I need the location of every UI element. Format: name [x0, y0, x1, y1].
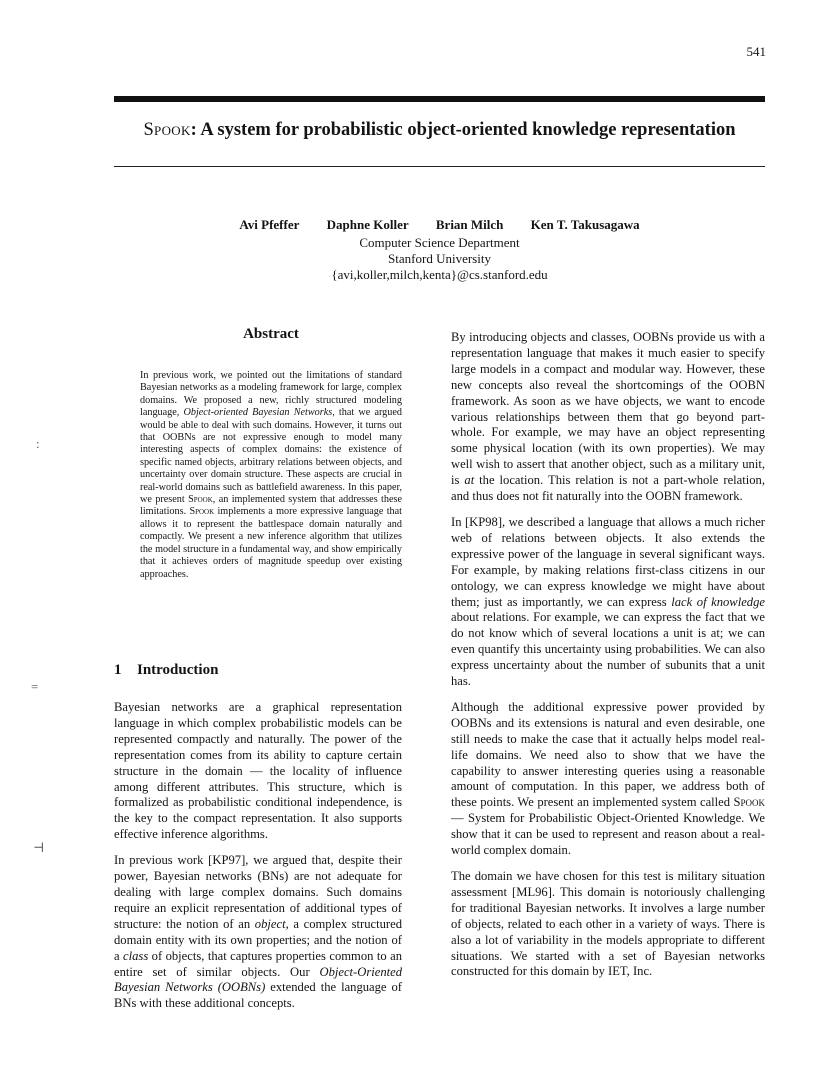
- margin-mark: :: [36, 436, 40, 451]
- paragraph: By introducing objects and classes, OOBNs provide us with a representation language that makes it much easier to specify large models in a compact and modular way. However, these new concepts also reveal the shortcomings of the OOBN framework. As soon as we have objects, we want to encode various relationships between them that go beyond part-whole. For example, we may have an object representing some physical location (with its own properties). We may well wish to assert that another object, such as a military unit, is at the location. This relation is not a part-whole relation, and thus does not fit naturally into the OOBN framework.: [451, 330, 765, 504]
- page-number: 541: [746, 44, 766, 59]
- paragraph: The domain we have chosen for this test is military situation assessment [ML96]. This domain is notoriously challenging for traditional Bayesian networks. It involves a large number of objects, related to each other in a variety of ways. There is also a lot of variability in the models appropriate to different situations. We started with a set of Bayesian networks constructed for this domain by IET, Inc.: [451, 869, 765, 979]
- title-rule-top: [114, 96, 765, 102]
- paper-title: [114, 120, 765, 141]
- section-heading-introduction: [114, 662, 218, 679]
- affiliation-email: {avi,koller,milch,kenta}@cs.stanford.edu: [331, 267, 548, 282]
- paragraph: Bayesian networks are a graphical representation language in which complex probabilistic models can be represented compactly and naturally. The power of the representation comes from its ability to capture certain structure in the domain — the locality of influence among different attributes. This structure, which is formalized as probabilistic conditional independence, is the key to the compact representation. It also supports effective inference algorithms.: [114, 700, 402, 842]
- paragraph: In previous work [KP97], we argued that, despite their power, Bayesian networks (BNs) are not adequate for dealing with large complex domains. Such domains require an explicit representation of additional types of structure: the notion of an object, a complex structured domain entity with its own properties; and the notion of a class of objects, that captures properties common to an entire set of similar objects. Our Object-Oriented Bayesian Networks (OOBNs) extended the language of BNs with these additional concepts.: [114, 853, 403, 1011]
- margin-mark: =: [31, 679, 39, 694]
- affiliation-department: Computer Science Department: [359, 235, 520, 250]
- section-number: 1: [114, 662, 122, 678]
- paragraph: Although the additional expressive power provided by OOBNs and its extensions is natural and even desirable, one still needs to make the case that it actually helps model real-life domains. We need also to show that we have the capability to answer interesting queries using a reasonable amount of computation. In this paper, we address both of these points. We present an implemented system called Spook — System for Probabilistic Object-Oriented Knowledge. We show that it can be used to represent and reason about a real-world complex domain.: [451, 699, 765, 858]
- author-name: Avi Pfeffer: [239, 217, 300, 232]
- title-system-name: Spook: [143, 120, 191, 140]
- margin-mark: ⊣: [33, 840, 45, 855]
- author-name: Ken T. Takusagawa: [530, 217, 640, 232]
- left-column: [114, 700, 402, 1022]
- author-name: Brian Milch: [435, 217, 504, 232]
- title-text: : A system for probabilistic object-oriented knowledge representation: [190, 120, 736, 140]
- abstract-body: In previous work, we pointed out the limitations of standard Bayesian networks as a modeling framework for large, complex domains. We proposed a new, richly structured modeling language, Object-oriented Bayesian Networks, that we argued would be able to deal with such domains. However, it turns out that OOBNs are not expressive enough to model many interesting aspects of complex domains: the existence of specific named objects, arbitrary relations between objects, and uncertainty over domain structure. These aspects are crucial in real-world domains such as battlefield awareness. In this paper, we present Spook, an implemented system that addresses these limitations. Spook implements a more expressive language that allows it to represent the battlespace domain naturally and compactly. We present a new inference algorithm that utilizes the model structure in a fundamental way, and show empirically that it achieves orders of magnitude speedup over existing approaches.: [140, 370, 402, 580]
- author-name: Daphne Koller: [326, 217, 409, 232]
- paragraph: In [KP98], we described a language that allows a much richer web of relations between objects. It also extends the expressive power of the language in several significant ways. For example, by making relations first-class citizens in our ontology, we can express knowledge we might have about them; just as importantly, we can express lack of knowledge about relations. For example, we can express the fact that we do not know which of several locations a unit is at; we can even quantify this uncertainty using probabilities. We can also express uncertainty about the number of subunits that a unit has.: [451, 514, 765, 689]
- right-column: [451, 330, 765, 990]
- author-list: [114, 217, 765, 233]
- abstract-heading: Abstract: [243, 326, 299, 342]
- affiliation-university: Stanford University: [388, 251, 491, 266]
- title-rule-bottom: [114, 166, 765, 167]
- section-title: Introduction: [137, 662, 219, 678]
